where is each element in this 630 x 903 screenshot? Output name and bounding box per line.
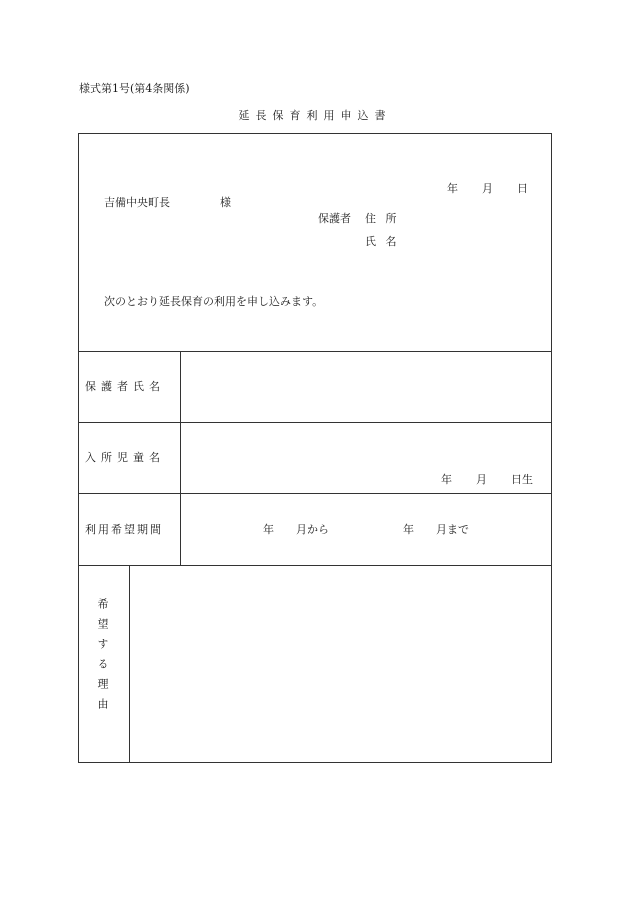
reason-label: 希望する理由 (96, 598, 109, 718)
date-year-label: 年 (447, 182, 458, 195)
birth-day-label: 日生 (511, 473, 533, 486)
birth-month-label: 月 (476, 473, 487, 486)
document-title: 延長保育利用申込書 (238, 109, 392, 122)
child-name-field[interactable] (181, 423, 551, 468)
to-month-label: 月まで (436, 523, 469, 536)
address-label: 住 所 (365, 212, 400, 225)
request-statement: 次のとおり延長保育の利用を申し込みます。 (104, 295, 324, 308)
period-label: 利用希望期間 (85, 523, 163, 536)
date-day-label: 日 (517, 182, 528, 195)
divider-child (78, 493, 552, 494)
guardian-name-label: 保護者氏名 (85, 380, 165, 393)
child-name-label: 入所児童名 (85, 451, 165, 464)
guardian-name-field[interactable] (181, 352, 551, 422)
to-year-label: 年 (403, 523, 414, 536)
form-number: 様式第1号(第4条関係) (79, 82, 190, 95)
addressee: 吉備中央町長 (104, 196, 170, 209)
honorific: 様 (220, 196, 231, 209)
name-label: 氏 名 (365, 235, 400, 248)
birth-year-label: 年 (441, 473, 452, 486)
from-year-label: 年 (263, 523, 274, 536)
from-month-label: 月から (296, 523, 329, 536)
guardian-label: 保護者 (318, 212, 351, 225)
date-month-label: 月 (482, 182, 493, 195)
reason-field[interactable] (130, 566, 551, 762)
